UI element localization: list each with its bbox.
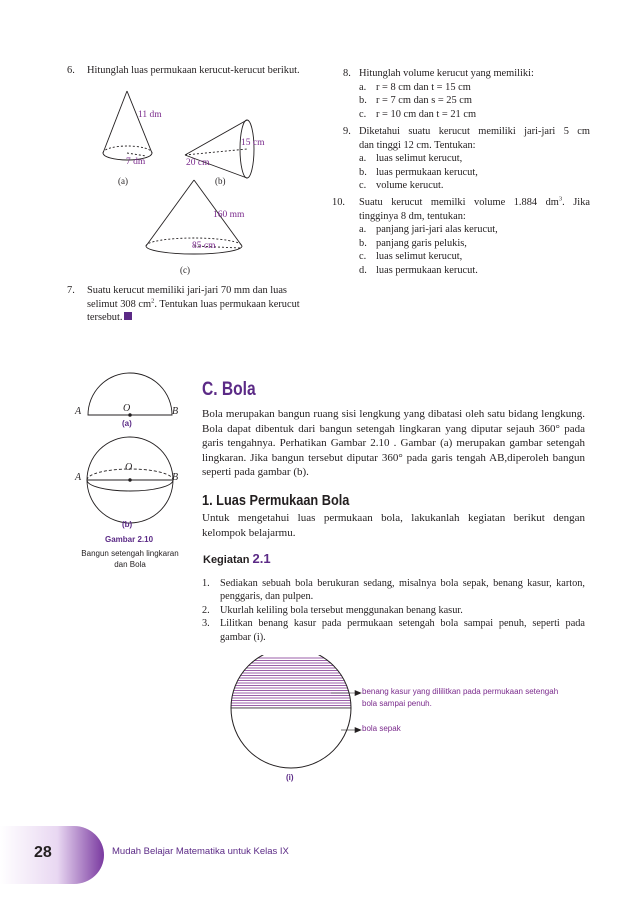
list-item: 3. Lilitkan benang kasur pada permukaan setengah bola sampai penuh, seperti pada gambar (i). <box>202 618 585 643</box>
point-a-label: A <box>75 472 82 483</box>
sphere-figure <box>87 437 173 523</box>
figure-i-caption: (i) <box>286 773 294 782</box>
figure-desc-line2: dan Bola <box>114 560 146 569</box>
footer-page-tab <box>0 826 105 884</box>
figure-i-ball <box>225 655 585 785</box>
question-number: 10. <box>332 197 345 208</box>
section-paragraph: Bola merupakan bangun ruang sisi lengkung yang dibatasi oleh satu bidang lengkung. Bola dapat dibentuk dari bangun setengah lingkaran yang diputar sejauh 360° pada garis tengahnya. Perhatikan Gambar 2.10 . Gambar (a) merupakan gambar setengah lingkaran. Jika bangun tersebut diputar 360° pada garis tengah AB,diperoleh bangun seperti pada gambar (b). <box>202 408 585 479</box>
point-o-label: O <box>125 462 133 473</box>
fig-b-slant-label: 15 cm <box>241 138 265 148</box>
fig-a-radius-label: 7 dm <box>126 157 146 167</box>
list-item: c. luas selimut kerucut, <box>359 251 463 262</box>
figure-2-10 <box>60 360 200 530</box>
ball-label: bola sepak <box>362 724 401 733</box>
question-10-line1-end: . Jika <box>562 197 590 208</box>
activity-heading <box>203 551 271 566</box>
question-text: Hitunglah volume kerucut yang memiliki: <box>359 68 534 79</box>
question-10 <box>332 196 590 277</box>
list-item: b. luas permukaan kerucut, <box>359 166 478 178</box>
question-7-line2: selimut 308 cm <box>87 298 152 310</box>
fig-c-caption: (c) <box>180 265 190 275</box>
fig-b-radius-label: 20 cm <box>186 158 210 168</box>
question-9 <box>340 125 590 193</box>
question-8 <box>340 67 590 121</box>
fig-a-slant-label: 11 dm <box>138 110 162 120</box>
question-9-line2: dan tinggi 12 cm. Tentukan: <box>359 139 476 151</box>
page-number: 28 <box>34 844 52 861</box>
figure-caption-a: (a) <box>122 419 132 428</box>
activity-number: 2.1 <box>252 551 271 566</box>
point-o-label: O <box>123 403 131 414</box>
question-7-line2-end: . Tentukan luas permukaan kerucut <box>154 298 300 310</box>
figure-title: Gambar 2.10 <box>105 535 154 544</box>
question-7-line3: tersebut. <box>87 312 123 323</box>
thread-label <box>362 686 558 710</box>
question-text: Hitunglah luas permukaan kerucut-kerucut berikut. <box>87 65 300 76</box>
figure-caption-b: (b) <box>122 520 133 529</box>
list-item: a. panjang jari-jari alas kerucut, <box>359 224 498 235</box>
fig-b-caption: (b) <box>215 176 226 186</box>
figure-desc-line1: Bangun setengah lingkaran <box>81 549 179 558</box>
end-square-icon <box>124 312 132 320</box>
question-10-line2: tingginya 8 dm, tentukan: <box>359 210 466 222</box>
thread-label-line2: bola sampai penuh. <box>362 699 432 708</box>
question-9-line1: Diketahui suatu kerucut memiliki jari-jari 5 cm <box>359 126 590 137</box>
list-item: a. luas selimut kerucut, <box>359 153 463 164</box>
activity-steps <box>202 577 585 644</box>
question-number: 6. <box>67 65 75 76</box>
question-10-line1: Suatu kerucut memilki volume 1.884 dm <box>359 197 559 208</box>
ball-outline <box>231 655 351 768</box>
wound-thread <box>225 658 365 708</box>
book-title: Mudah Belajar Matematika untuk Kelas IX <box>112 846 289 857</box>
question-7-line1: Suatu kerucut memiliki jari-jari 70 mm dan luas <box>87 285 287 296</box>
question-number: 8. <box>343 68 351 79</box>
fig-c-radius-label: 85 cm <box>192 241 216 251</box>
point-b-label: B <box>172 472 179 483</box>
question-number: 9. <box>343 126 351 137</box>
subsection-paragraph: Untuk mengetahui luas permukaan bola, lakukanlah kegiatan berikut dengan kelompok belajarmu. <box>202 512 585 539</box>
activity-label: Kegiatan <box>203 554 250 566</box>
list-item: a. r = 8 cm dan t = 15 cm <box>359 81 471 93</box>
superscript: 2 <box>151 297 155 305</box>
subsection-heading: 1. Luas Permukaan Bola <box>202 492 350 509</box>
fig-c-slant-label: 160 mm <box>213 210 245 220</box>
question-number: 7. <box>67 285 75 296</box>
leader-lines <box>331 691 361 733</box>
list-item: 1. Sediakan sebuah bola berukuran sedang, misalnya bola sepak, benang kasur, karton, penggaris, dan pulpen. <box>202 578 585 603</box>
list-item: 2. Ukurlah keliling bola tersebut menggunakan benang kasur. <box>202 604 463 616</box>
section-heading: C. Bola <box>202 379 256 400</box>
thread-label-line1: benang kasur yang dililitkan pada permukaan setengah <box>362 687 559 696</box>
list-item: b. panjang garis pelukis, <box>359 237 467 249</box>
list-item: c. r = 10 cm dan t = 21 cm <box>359 108 477 120</box>
superscript: 3 <box>558 195 563 203</box>
list-item: c. volume kerucut. <box>359 180 444 191</box>
list-item: b. r = 7 cm dan s = 25 cm <box>359 95 472 106</box>
point-a-label: A <box>75 406 82 417</box>
page-tab-shape <box>0 826 105 884</box>
cone-a <box>103 91 152 160</box>
question-7 <box>67 284 323 325</box>
list-item: d. luas permukaan kerucut. <box>359 264 478 276</box>
fig-a-caption: (a) <box>118 176 128 186</box>
point-b-label: B <box>172 406 179 417</box>
cone-b <box>185 120 254 178</box>
figure-description <box>60 548 200 570</box>
